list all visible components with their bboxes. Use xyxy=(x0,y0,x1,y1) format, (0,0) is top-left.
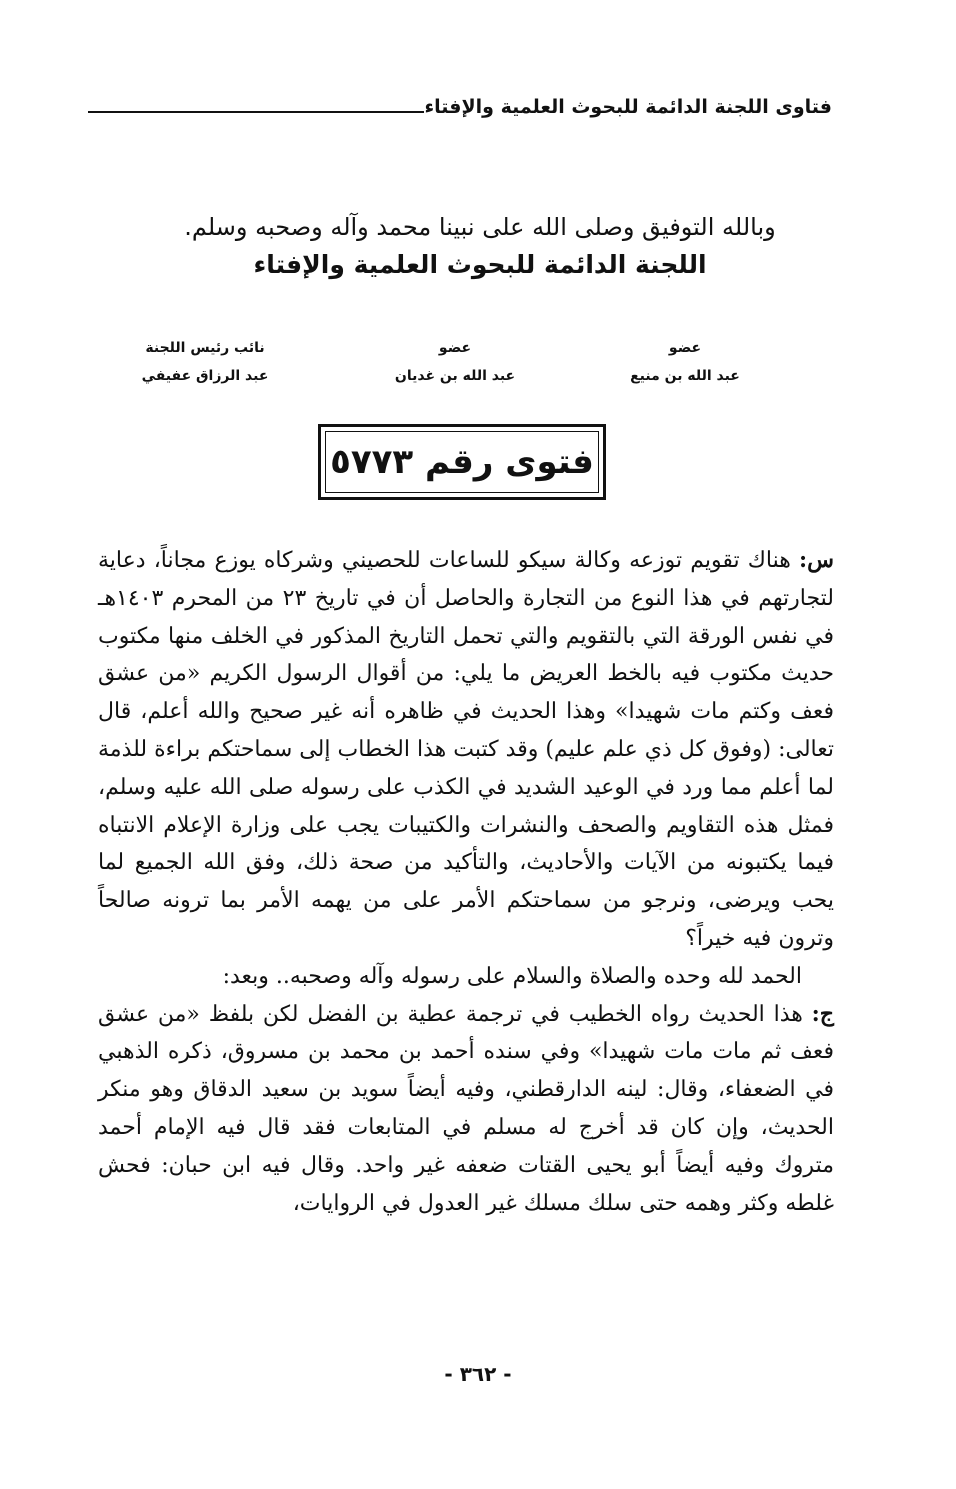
running-header xyxy=(88,96,832,118)
signatures xyxy=(140,334,765,394)
question-paragraph xyxy=(98,542,834,958)
closing-prayer: وبالله التوفيق وصلى الله على نبينا محمد وآله وصحبه وسلم. xyxy=(184,213,776,241)
signature-role: عضو xyxy=(668,340,702,356)
page-number: - ٣٦٢ - xyxy=(444,1362,512,1386)
fatwa-title: فتوى رقم ٥٧٧٣ xyxy=(330,442,594,482)
answer-paragraph xyxy=(98,996,834,1223)
signature-name: عبد الله بن منيع xyxy=(630,368,740,384)
fatwa-title-box xyxy=(318,424,606,500)
signature-role: عضو xyxy=(438,340,472,356)
answer-text: هذا الحديث رواه الخطيب في ترجمة عطية بن الفضل لكن بلفظ «من عشق فعف ثم مات مات شهيدا» وفي سنده أحمد بن محمد بن مسروق، ذكره الذهبي في الضعفاء، وقال: لينه الدارقطني، وفيه أيضاً سويد بن سعيد الدقاق وهو منكر الحديث، وإن كان قد أخرج له مسلم في المتابعات فقد قال فيه الإمام أحمد متروك وفيه أيضاً أبو يحيى القتات ضعفه غير واحد. وقال فيه ابن حبان: فحش غلطه وكثر وهمه حتى سلك مسلك غير العدول في الروايات، xyxy=(98,1001,834,1216)
question-label: س: xyxy=(799,547,834,573)
header-rule xyxy=(88,111,424,113)
praise-line: الحمد لله وحده والصلاة والسلام على رسوله وآله وصحبه.. وبعد: xyxy=(222,963,802,989)
signature-name: عبد الرزاق عفيفي xyxy=(141,368,269,384)
signature-member-1 xyxy=(605,334,765,390)
closing-block xyxy=(150,208,810,284)
committee-name: اللجنة الدائمة للبحوث العلمية والإفتاء xyxy=(253,250,707,279)
header-title: فتاوى اللجنة الدائمة للبحوث العلمية والإفتاء xyxy=(424,96,832,118)
fatwa-body xyxy=(98,542,834,1222)
question-text: هناك تقويم توزعه وكالة سيكو للساعات للحصيني وشركاه يوزع مجاناً، دعاية لتجارتهم في هذا النوع من التجارة والحاصل أن في تاريخ ٢٣ من المحرم ١٤٠٣هـ في نفس الورقة التي بالتقويم والتي تحمل التاريخ المذكور في الخلف منها مكتوب حديث مكتوب فيه بالخط العريض ما يلي: من أقوال الرسول الكريم «من عشق فعف وكتم مات شهيدا» وهذا الحديث في ظاهره أنه غير صحيح والله أعلم، قال تعالى: (وفوق كل ذي علم عليم) وقد كتبت هذا الخطاب إلى سماحتكم براءة للذمة لما أعلم مما ورد في الوعيد الشديد في الكذب على رسوله صلى الله عليه وسلم، فمثل هذه التقاويم والصحف والنشرات والكتيبات يجب على وزارة الإعلام الانتباه فيما يكتبونه من الآيات والأحاديث، والتأكيد من صحة ذلك، وفق الله الجميع لما يحب ويرضى، ونرجو من سماحتكم الأمر على من يهمه الأمر بما ترونه صالحاً وترون فيه خيراً؟ xyxy=(98,548,834,951)
signature-name: عبد الله بن غديان xyxy=(394,368,516,384)
answer-label: ج: xyxy=(811,1000,834,1027)
signature-role: نائب رئيس اللجنة xyxy=(145,340,265,356)
signature-member-2 xyxy=(375,334,535,390)
signature-vice-chair xyxy=(125,334,285,390)
